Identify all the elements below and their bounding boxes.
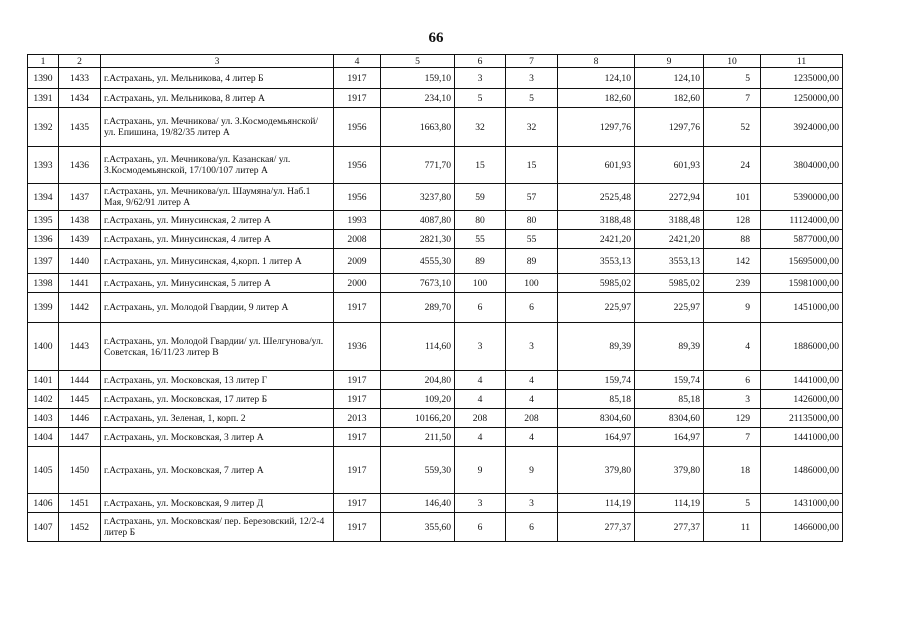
value-cell: 1917 (334, 428, 381, 447)
value-cell: 1443 (59, 323, 101, 371)
table-row (28, 249, 843, 274)
table-row (28, 390, 843, 409)
table-row (28, 68, 843, 89)
address-cell: г.Астрахань, ул. Московская, 7 литер А (101, 447, 334, 494)
value-cell: 146,40 (381, 494, 455, 513)
value-cell: 1886000,00 (761, 323, 843, 371)
value-cell: 4087,80 (381, 211, 455, 230)
value-cell: 11124000,00 (761, 211, 843, 230)
value-cell: 15695000,00 (761, 249, 843, 274)
address-cell: г.Астрахань, ул. Зеленая, 1, корп. 2 (101, 409, 334, 428)
column-header: 10 (704, 55, 761, 68)
value-cell: 21135000,00 (761, 409, 843, 428)
value-cell: 1663,80 (381, 108, 455, 147)
value-cell: 24 (704, 147, 761, 184)
address-cell: г.Астрахань, ул. Мечникова/ул. Шаумяна/ул. Наб.1 Мая, 9/62/91 литер А (101, 184, 334, 211)
value-cell: 159,10 (381, 68, 455, 89)
value-cell: 4 (506, 371, 558, 390)
value-cell: 7673,10 (381, 274, 455, 293)
value-cell: 208 (506, 409, 558, 428)
table-row (28, 89, 843, 108)
value-cell: 100 (506, 274, 558, 293)
value-cell: 3924000,00 (761, 108, 843, 147)
table-row (28, 108, 843, 147)
value-cell: 3237,80 (381, 184, 455, 211)
address-cell: г.Астрахань, ул. Молодой Гвардии/ ул. Шелгунова/ул. Советская, 16/11/23 литер В (101, 323, 334, 371)
table-row (28, 211, 843, 230)
value-cell: 8304,60 (558, 409, 635, 428)
table-row (28, 428, 843, 447)
value-cell: 4 (704, 323, 761, 371)
value-cell: 3188,48 (635, 211, 704, 230)
value-cell: 1398 (28, 274, 59, 293)
column-header: 4 (334, 55, 381, 68)
page-number: 66 (428, 30, 444, 46)
value-cell: 2008 (334, 230, 381, 249)
value-cell: 1397 (28, 249, 59, 274)
column-header: 1 (28, 55, 59, 68)
column-header: 5 (381, 55, 455, 68)
value-cell: 80 (506, 211, 558, 230)
value-cell: 5 (704, 68, 761, 89)
value-cell: 3804000,00 (761, 147, 843, 184)
value-cell: 1438 (59, 211, 101, 230)
value-cell: 5985,02 (558, 274, 635, 293)
value-cell: 239 (704, 274, 761, 293)
value-cell: 1936 (334, 323, 381, 371)
value-cell: 1450 (59, 447, 101, 494)
value-cell: 1956 (334, 147, 381, 184)
value-cell: 1917 (334, 494, 381, 513)
table-row (28, 513, 843, 542)
value-cell: 1392 (28, 108, 59, 147)
value-cell: 80 (455, 211, 506, 230)
value-cell: 204,80 (381, 371, 455, 390)
value-cell: 1297,76 (558, 108, 635, 147)
value-cell: 4 (455, 371, 506, 390)
table-row (28, 323, 843, 371)
value-cell: 7 (704, 89, 761, 108)
value-cell: 1917 (334, 89, 381, 108)
value-cell: 1441000,00 (761, 371, 843, 390)
address-cell: г.Астрахань, ул. Московская, 13 литер Г (101, 371, 334, 390)
column-header: 2 (59, 55, 101, 68)
value-cell: 182,60 (558, 89, 635, 108)
value-cell: 2009 (334, 249, 381, 274)
value-cell: 1402 (28, 390, 59, 409)
value-cell: 5 (455, 89, 506, 108)
table-body (28, 55, 843, 542)
value-cell: 114,19 (635, 494, 704, 513)
value-cell: 559,30 (381, 447, 455, 494)
value-cell: 3 (506, 323, 558, 371)
value-cell: 1452 (59, 513, 101, 542)
value-cell: 1441000,00 (761, 428, 843, 447)
column-header: 3 (101, 55, 334, 68)
value-cell: 1917 (334, 371, 381, 390)
value-cell: 1399 (28, 293, 59, 323)
value-cell: 6 (455, 293, 506, 323)
value-cell: 2272,94 (635, 184, 704, 211)
value-cell: 1396 (28, 230, 59, 249)
value-cell: 5 (704, 494, 761, 513)
value-cell: 11 (704, 513, 761, 542)
value-cell: 1993 (334, 211, 381, 230)
table-row (28, 293, 843, 323)
value-cell: 1297,76 (635, 108, 704, 147)
address-cell: г.Астрахань, ул. Минусинская, 2 литер А (101, 211, 334, 230)
value-cell: 100 (455, 274, 506, 293)
value-cell: 114,19 (558, 494, 635, 513)
value-cell: 3 (704, 390, 761, 409)
column-header: 6 (455, 55, 506, 68)
value-cell: 124,10 (635, 68, 704, 89)
column-header: 11 (761, 55, 843, 68)
value-cell: 89,39 (635, 323, 704, 371)
value-cell: 1394 (28, 184, 59, 211)
value-cell: 1466000,00 (761, 513, 843, 542)
address-cell: г.Астрахань, ул. Московская/ пер. Березовский, 12/2-4 литер Б (101, 513, 334, 542)
column-header: 7 (506, 55, 558, 68)
value-cell: 89 (455, 249, 506, 274)
value-cell: 211,50 (381, 428, 455, 447)
address-cell: г.Астрахань, ул. Мечникова/ул. Казанская/ ул. З.Космодемьянской, 17/100/107 литер А (101, 147, 334, 184)
value-cell: 3 (506, 68, 558, 89)
value-cell: 15981000,00 (761, 274, 843, 293)
value-cell: 1486000,00 (761, 447, 843, 494)
value-cell: 1390 (28, 68, 59, 89)
value-cell: 6 (455, 513, 506, 542)
value-cell: 164,97 (635, 428, 704, 447)
value-cell: 159,74 (635, 371, 704, 390)
value-cell: 601,93 (635, 147, 704, 184)
value-cell: 1451000,00 (761, 293, 843, 323)
table-row (28, 184, 843, 211)
value-cell: 4 (506, 390, 558, 409)
address-cell: г.Астрахань, ул. Московская, 9 литер Д (101, 494, 334, 513)
value-cell: 1400 (28, 323, 59, 371)
value-cell: 3 (455, 323, 506, 371)
value-cell: 3 (455, 494, 506, 513)
value-cell: 5985,02 (635, 274, 704, 293)
value-cell: 1917 (334, 293, 381, 323)
header-row (28, 55, 843, 68)
address-cell: г.Астрахань, ул. Минусинская, 4 литер А (101, 230, 334, 249)
value-cell: 1403 (28, 409, 59, 428)
value-cell: 6 (704, 371, 761, 390)
value-cell: 771,70 (381, 147, 455, 184)
address-cell: г.Астрахань, ул. Мечникова/ ул. З.Космодемьянской/ ул. Епишина, 19/82/35 литер А (101, 108, 334, 147)
value-cell: 1917 (334, 513, 381, 542)
value-cell: 601,93 (558, 147, 635, 184)
value-cell: 1447 (59, 428, 101, 447)
value-cell: 3 (455, 68, 506, 89)
value-cell: 1439 (59, 230, 101, 249)
address-cell: г.Астрахань, ул. Минусинская, 5 литер А (101, 274, 334, 293)
value-cell: 129 (704, 409, 761, 428)
value-cell: 57 (506, 184, 558, 211)
address-cell: г.Астрахань, ул. Минусинская, 4,корп. 1 литер А (101, 249, 334, 274)
value-cell: 234,10 (381, 89, 455, 108)
value-cell: 59 (455, 184, 506, 211)
value-cell: 114,60 (381, 323, 455, 371)
value-cell: 277,37 (558, 513, 635, 542)
value-cell: 88 (704, 230, 761, 249)
value-cell: 32 (455, 108, 506, 147)
table-row (28, 230, 843, 249)
value-cell: 55 (455, 230, 506, 249)
value-cell: 4 (455, 390, 506, 409)
value-cell: 1406 (28, 494, 59, 513)
value-cell: 15 (506, 147, 558, 184)
value-cell: 225,97 (635, 293, 704, 323)
value-cell: 5 (506, 89, 558, 108)
value-cell: 7 (704, 428, 761, 447)
value-cell: 159,74 (558, 371, 635, 390)
value-cell: 1407 (28, 513, 59, 542)
value-cell: 1391 (28, 89, 59, 108)
value-cell: 2013 (334, 409, 381, 428)
value-cell: 208 (455, 409, 506, 428)
value-cell: 1404 (28, 428, 59, 447)
table-row (28, 371, 843, 390)
value-cell: 1917 (334, 447, 381, 494)
value-cell: 3 (506, 494, 558, 513)
value-cell: 1441 (59, 274, 101, 293)
value-cell: 10166,20 (381, 409, 455, 428)
value-cell: 6 (506, 293, 558, 323)
value-cell: 1917 (334, 68, 381, 89)
value-cell: 1451 (59, 494, 101, 513)
value-cell: 1435 (59, 108, 101, 147)
value-cell: 1405 (28, 447, 59, 494)
value-cell: 142 (704, 249, 761, 274)
value-cell: 89,39 (558, 323, 635, 371)
value-cell: 1917 (334, 390, 381, 409)
value-cell: 8304,60 (635, 409, 704, 428)
value-cell: 1250000,00 (761, 89, 843, 108)
value-cell: 9 (455, 447, 506, 494)
value-cell: 9 (704, 293, 761, 323)
table-row (28, 447, 843, 494)
value-cell: 89 (506, 249, 558, 274)
value-cell: 1437 (59, 184, 101, 211)
value-cell: 1401 (28, 371, 59, 390)
address-cell: г.Астрахань, ул. Молодой Гвардии, 9 литер А (101, 293, 334, 323)
value-cell: 1434 (59, 89, 101, 108)
value-cell: 1235000,00 (761, 68, 843, 89)
value-cell: 1444 (59, 371, 101, 390)
value-cell: 2525,48 (558, 184, 635, 211)
table-row (28, 409, 843, 428)
value-cell: 2421,20 (635, 230, 704, 249)
value-cell: 1442 (59, 293, 101, 323)
value-cell: 9 (506, 447, 558, 494)
address-cell: г.Астрахань, ул. Мельникова, 4 литер Б (101, 68, 334, 89)
value-cell: 3553,13 (635, 249, 704, 274)
value-cell: 85,18 (635, 390, 704, 409)
value-cell: 1393 (28, 147, 59, 184)
table-row (28, 494, 843, 513)
value-cell: 5390000,00 (761, 184, 843, 211)
value-cell: 109,20 (381, 390, 455, 409)
value-cell: 55 (506, 230, 558, 249)
value-cell: 1956 (334, 184, 381, 211)
value-cell: 289,70 (381, 293, 455, 323)
value-cell: 164,97 (558, 428, 635, 447)
value-cell: 4 (506, 428, 558, 447)
value-cell: 101 (704, 184, 761, 211)
address-cell: г.Астрахань, ул. Мельникова, 8 литер А (101, 89, 334, 108)
value-cell: 3553,13 (558, 249, 635, 274)
value-cell: 1433 (59, 68, 101, 89)
value-cell: 182,60 (635, 89, 704, 108)
value-cell: 379,80 (635, 447, 704, 494)
value-cell: 277,37 (635, 513, 704, 542)
address-cell: г.Астрахань, ул. Московская, 17 литер Б (101, 390, 334, 409)
value-cell: 4555,30 (381, 249, 455, 274)
column-header: 8 (558, 55, 635, 68)
address-cell: г.Астрахань, ул. Московская, 3 литер А (101, 428, 334, 447)
value-cell: 379,80 (558, 447, 635, 494)
value-cell: 1956 (334, 108, 381, 147)
value-cell: 225,97 (558, 293, 635, 323)
value-cell: 1436 (59, 147, 101, 184)
value-cell: 3188,48 (558, 211, 635, 230)
table-row (28, 147, 843, 184)
value-cell: 1426000,00 (761, 390, 843, 409)
value-cell: 52 (704, 108, 761, 147)
value-cell: 5877000,00 (761, 230, 843, 249)
value-cell: 128 (704, 211, 761, 230)
value-cell: 1431000,00 (761, 494, 843, 513)
value-cell: 6 (506, 513, 558, 542)
table-row (28, 274, 843, 293)
housing-register-table (27, 54, 843, 542)
value-cell: 2821,30 (381, 230, 455, 249)
value-cell: 85,18 (558, 390, 635, 409)
value-cell: 32 (506, 108, 558, 147)
value-cell: 1440 (59, 249, 101, 274)
value-cell: 355,60 (381, 513, 455, 542)
value-cell: 1445 (59, 390, 101, 409)
value-cell: 18 (704, 447, 761, 494)
value-cell: 124,10 (558, 68, 635, 89)
column-header: 9 (635, 55, 704, 68)
value-cell: 15 (455, 147, 506, 184)
value-cell: 2000 (334, 274, 381, 293)
value-cell: 1395 (28, 211, 59, 230)
value-cell: 1446 (59, 409, 101, 428)
value-cell: 2421,20 (558, 230, 635, 249)
value-cell: 4 (455, 428, 506, 447)
